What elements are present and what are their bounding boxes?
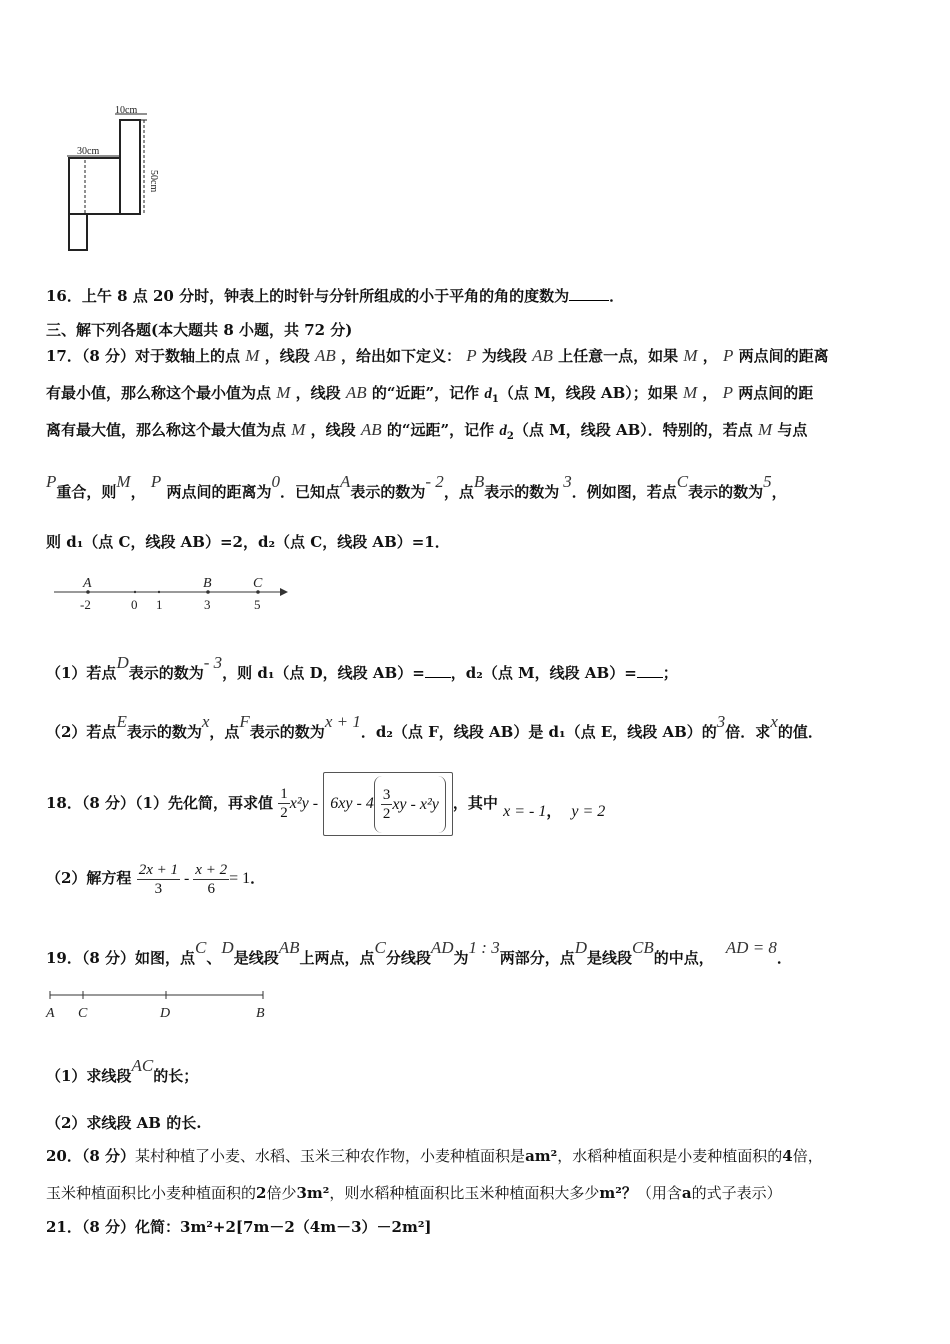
nl-tick-5: 5 (254, 597, 261, 612)
seg-label-A: A (46, 1006, 55, 1021)
segment-figure (44, 985, 274, 1025)
q17-line2: 有最小值，那么称这个最小值为点 M ，线段 AB 的“近距”，记作 $d_1$（点 M，线段 AB）；如果 M ， P 两点间的距 (46, 383, 814, 405)
q17-part1: （1）若点D表示的数为- 3，则 d₁（点 D，线段 AB）= ，d₂（点 M，线段 AB）= ； (46, 653, 678, 682)
nl-label-B: B (203, 576, 212, 591)
q18-bracket: 6xy - 4 $\frac{3}{2}$ xy - x²y (323, 772, 453, 836)
q17-line1: 17．（8 分）对于数轴上的点 M ，线段 AB ，给出如下定义： P 为线段 AB 上任意一点，如果 M ， P 两点间的距离 (46, 346, 829, 365)
q20-line1: 20．（8 分）某村种植了小麦、水稻、玉米三种农作物，小麦种植面积是am²，水稻种植面积是小麦种植面积的4倍， (46, 1147, 823, 1165)
q19-part2: （2）求线段 AB 的长. (46, 1114, 202, 1132)
top-figure (55, 100, 165, 255)
number-line (48, 572, 298, 616)
q18-part2: （2）解方程 $\frac{2x + 1}{3}$ - $\frac{x + 2}{6}$ = 1． (46, 861, 266, 897)
q19-line1: 19．（8 分）如图，点C、D是线段AB上两点，点C分线段AD为1 : 3两部分，点D是线段CB的中点，AD = 8． (46, 938, 792, 967)
seg-label-C: C (78, 1006, 88, 1021)
nl-tick-0: 0 (131, 597, 138, 612)
nl-tick-1: 1 (156, 597, 163, 612)
nl-tick-3: 3 (204, 597, 211, 612)
q17-line4: P重合，则M， P 两点间的距离为0．已知点A表示的数为- 2，点B表示的数为3．例如图，若点C表示的数为5， (46, 472, 787, 501)
q17-part2: （2）若点E表示的数为x，点F表示的数为x + 1．d₂（点 F，线段 AB）是 d₁（点 E，线段 AB）的3倍．求x的值． (46, 712, 823, 741)
figure-label-50cm: 50cm (148, 170, 159, 193)
q21: 21．（8 分）化简：3m²+2[7m－2（4m－3）－2m²] (46, 1218, 432, 1236)
seg-label-D: D (160, 1006, 171, 1021)
q16: 16．上午 8 点 20 分时，钟表上的时针与分针所组成的小于平角的角的度数为 ． (46, 287, 625, 305)
q18-eq-frac2: $\frac{x + 2}{6}$ (195, 861, 228, 897)
seg-label-B: B (256, 1006, 265, 1021)
q19-part1: （1）求线段AC的长； (46, 1056, 199, 1085)
q20-line2: 玉米种植面积比小麦种植面积的2倍少3m²，则水稻种植面积比玉米种植面积大多少m²？（用含a的式子表示） (46, 1184, 782, 1202)
q18-eq-frac1: $\frac{2x + 1}{3}$ (138, 861, 178, 897)
nl-tick-neg2: -2 (80, 597, 91, 612)
q17-line3: 离有最大值，那么称这个最大值为点 M ，线段 AB 的“远距”，记作 $d_2$（点 M，线段 AB）．特别的，若点 M 与点 (46, 420, 808, 442)
q18-frac-half: $\frac{1}{2}$ (280, 786, 288, 822)
figure-label-10cm: 10cm (115, 105, 138, 116)
q17-line5: 则 d₁（点 C，线段 AB）=2，d₂（点 C，线段 AB）=1． (46, 533, 450, 551)
nl-label-A: A (83, 576, 92, 591)
q18-part1: 18．（8 分）（1）先化简，再求值 $\frac{1}{2}$ x²y - 6xy - 4 $\frac{3}{2}$ xy - x²y ，其中 x = - 1， y = 2 (46, 772, 605, 836)
section3-title: 三、解下列各题(本大题共 8 小题，共 72 分) (46, 321, 353, 339)
figure-label-30cm: 30cm (77, 146, 100, 157)
nl-label-C: C (253, 576, 263, 591)
